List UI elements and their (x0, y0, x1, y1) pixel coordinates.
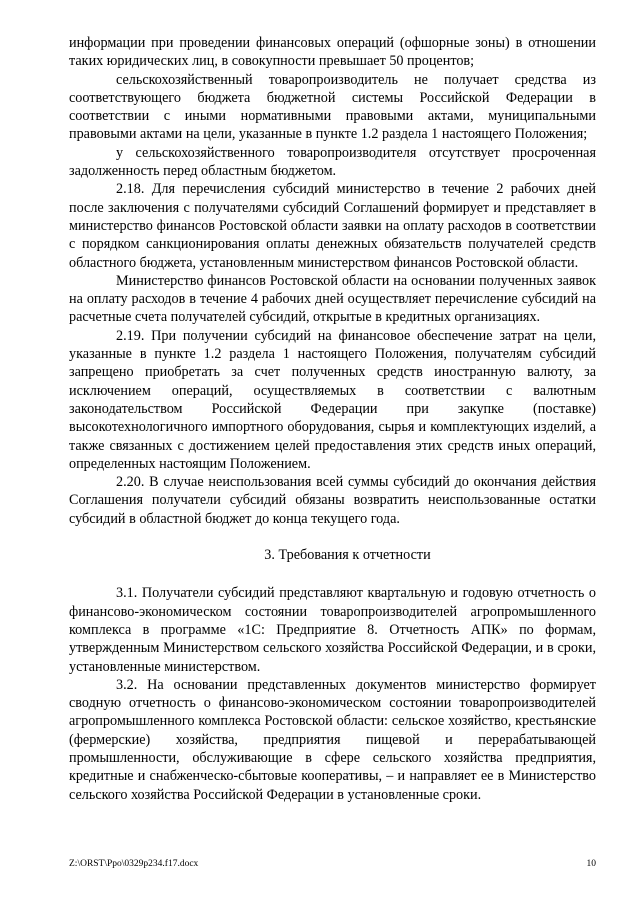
paragraph: 2.19. При получении субсидий на финансовое обеспечение затрат на цели, указанные в пункте 1.2 раздела 1 настоящего Положения, получателям субсидий запрещено приобретать за счет полученных средств иностранную валюту, за исключением операций, осуществляемых в соответствии с валютным законодательством Российской Федерации при закупке (поставке) высокотехнологичного импортного оборудования, сырья и комплектующих изделий, а также связанных с достижением целей предоставления этих средств иных операций, определенных настоящим Положением. (69, 327, 596, 472)
paragraph: у сельскохозяйственного товаропроизводителя отсутствует просроченная задолженность перед областным бюджетом. (69, 144, 596, 180)
paragraph: информации при проведении финансовых операций (офшорные зоны) в отношении таких юридических лиц, в совокупности превышает 50 процентов; (69, 35, 596, 70)
paragraph: 2.20. В случае неиспользования всей суммы субсидий до окончания действия Соглашения получатели субсидий обязаны возвратить неиспользованные остатки субсидий в областной бюджет до конца текущего года. (69, 474, 596, 527)
document-body (69, 34, 596, 804)
paragraph: 2.18. Для перечисления субсидий министерство в течение 2 рабочих дней после заключения с получателями субсидий Соглашений формирует и представляет в министерство финансов Ростовской области заявки на оплату расходов в соответствии с порядком санкционирования оплаты денежных обязательств получателей средств областного бюджета, установленным министерством финансов Ростовской области. (69, 181, 596, 271)
paragraph: сельскохозяйственный товаропроизводитель не получает средства из соответствующего бюджета бюджетной системы Российской Федерации в соответствии с иными нормативными правовыми актами, муниципальными правовыми актами на цели, указанные в пункте 1.2 раздела 1 настоящего Положения; (69, 71, 596, 143)
page-number: 10 (586, 859, 596, 869)
paragraph: Министерство финансов Ростовской области на основании полученных заявок на оплату расходов в течение 4 рабочих дней осуществляет перечисление субсидий на расчетные счета получателей субсидий, открытые в кредитных организациях. (69, 272, 596, 326)
file-path: Z:\ORST\Ppo\0329p234.f17.docx (69, 859, 199, 869)
section-heading: 3. Требования к отчетности (264, 547, 431, 564)
page-footer (69, 855, 596, 869)
paragraph: 3.2. На основании представленных документов министерство формирует сводную отчетность о финансово-экономическом состоянии товаропроизводителей агропромышленного комплекса Ростовской области: сельское хозяйство, крестьянские (фермерские) хозяйства, предприятия пищевой и перерабатывающей промышленности, обслуживающие в сфере сельского хозяйства предприятия, кредитные и снабженческо-сбытовые кооперативы, – и направляет ее в Министерство сельского хозяйства Российской Федерации в установленные сроки. (69, 676, 596, 803)
paragraph: 3.1. Получатели субсидий представляют квартальную и годовую отчетность о финансово-экономическом состоянии товаропроизводителей агропромышленного комплекса в программе «1С: Предприятие 8. Отчетность АПК» по формам, утвержденным Министерством сельского хозяйства Российской Федерации, и в сроки, установленные министерством. (69, 585, 596, 675)
